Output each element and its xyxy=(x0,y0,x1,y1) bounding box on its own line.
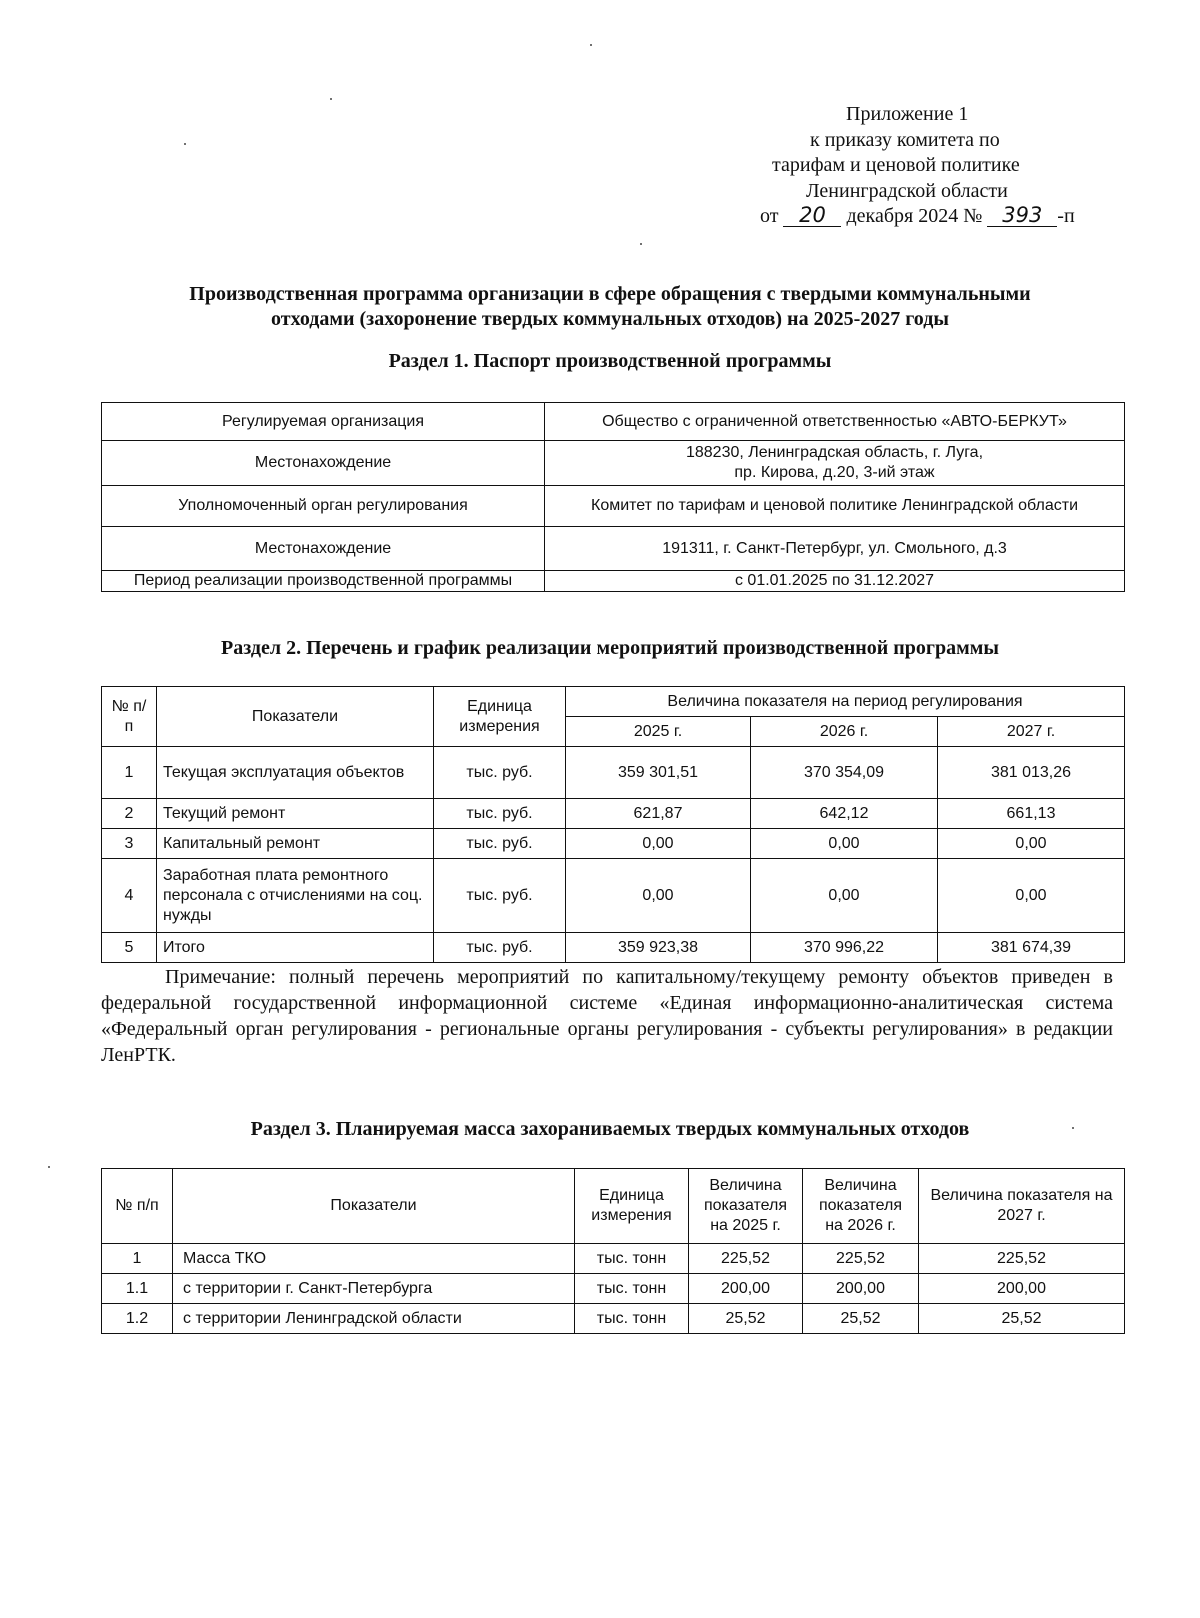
cell-2027: 381 674,39 xyxy=(938,933,1125,963)
appendix-date-line xyxy=(760,204,1140,230)
cell-2026: 25,52 xyxy=(803,1304,919,1334)
cell-2026: 200,00 xyxy=(803,1274,919,1304)
cell-2026: 225,52 xyxy=(803,1244,919,1274)
table-row xyxy=(102,829,1125,859)
cell-2025: 200,00 xyxy=(689,1274,803,1304)
passport-value: 191311, г. Санкт-Петербург, ул. Смольного, д.3 xyxy=(545,527,1125,571)
cell-2027: 381 013,26 xyxy=(938,747,1125,799)
cell-2025: 359 301,51 xyxy=(566,747,751,799)
section2-title: Раздел 2. Перечень и график реализации мероприятий производственной программы xyxy=(221,637,999,659)
cell-2026: 0,00 xyxy=(751,859,938,933)
cell-indicator: Итого xyxy=(157,933,434,963)
passport-label: Уполномоченный орган регулирования xyxy=(102,486,545,527)
appendix-header xyxy=(760,102,1140,230)
cell-2025: 621,87 xyxy=(566,799,751,829)
cell-unit: тыс. тонн xyxy=(575,1304,689,1334)
appendix-line-1: Приложение 1 xyxy=(846,103,969,125)
cell-num: 4 xyxy=(102,859,157,933)
col-header-unit: Единица измерения xyxy=(575,1169,689,1244)
passport-value: Общество с ограниченной ответственностью «АВТО-БЕРКУТ» xyxy=(545,403,1125,441)
cell-2025: 0,00 xyxy=(566,829,751,859)
table-row xyxy=(102,1304,1125,1334)
col-header-2025: 2025 г. xyxy=(566,717,751,747)
passport-label: Регулируемая организация xyxy=(102,403,545,441)
section1-title: Раздел 1. Паспорт производственной программы xyxy=(388,350,832,372)
cell-2027: 200,00 xyxy=(919,1274,1125,1304)
cell-2025: 0,00 xyxy=(566,859,751,933)
col-header-2027: 2027 г. xyxy=(938,717,1125,747)
passport-label: Местонахождение xyxy=(102,441,545,486)
cell-2026: 370 996,22 xyxy=(751,933,938,963)
cell-num: 1.1 xyxy=(102,1274,173,1304)
passport-table xyxy=(101,402,1125,592)
date-middle: декабря 2024 № xyxy=(846,205,983,227)
address-line-1: 188230, Ленинградская область, г. Луга, xyxy=(685,444,984,461)
document-title xyxy=(70,282,1150,332)
cell-unit: тыс. руб. xyxy=(434,933,566,963)
cell-num: 5 xyxy=(102,933,157,963)
cell-unit: тыс. тонн xyxy=(575,1244,689,1274)
table-row xyxy=(102,799,1125,829)
table-row xyxy=(102,441,1125,486)
address-line-2: пр. Кирова, д.20, 3-ий этаж xyxy=(734,464,935,481)
cell-num: 1.2 xyxy=(102,1304,173,1334)
handwritten-number: 393 xyxy=(987,205,1057,227)
col-header-num: № п/п xyxy=(102,687,157,747)
table-header-row xyxy=(102,687,1125,717)
section3-title: Раздел 3. Планируемая масса захораниваемых твердых коммунальных отходов xyxy=(250,1118,970,1140)
cell-indicator: Текущий ремонт xyxy=(157,799,434,829)
appendix-line-3: тарифам и ценовой политике xyxy=(772,154,1020,176)
cell-indicator: Текущая эксплуатация объектов xyxy=(157,747,434,799)
scan-speck xyxy=(640,243,642,245)
passport-value: Комитет по тарифам и ценовой политике Ленинградской области xyxy=(545,486,1125,527)
passport-label: Период реализации производственной программы xyxy=(102,571,545,592)
cell-unit: тыс. руб. xyxy=(434,747,566,799)
cell-2026: 642,12 xyxy=(751,799,938,829)
document-title-line-2: отходами (захоронение твердых коммунальных отходов) на 2025-2027 годы xyxy=(271,308,949,330)
appendix-line-2: к приказу комитета по xyxy=(810,128,1000,151)
waste-mass-table xyxy=(101,1168,1125,1334)
document-title-line-1: Производственная программа организации в сфере обращения с твердыми коммунальными xyxy=(189,283,1031,305)
table-header-row xyxy=(102,1169,1125,1244)
scan-speck xyxy=(1072,1127,1074,1129)
table-row xyxy=(102,1274,1125,1304)
cell-unit: тыс. руб. xyxy=(434,799,566,829)
cell-2027: 0,00 xyxy=(938,859,1125,933)
cell-num: 2 xyxy=(102,799,157,829)
cell-2027: 661,13 xyxy=(938,799,1125,829)
col-header-2026: 2026 г. xyxy=(751,717,938,747)
cell-2025: 359 923,38 xyxy=(566,933,751,963)
section2-note: Примечание: полный перечень мероприятий по капитальному/текущему ремонту объектов приведен в федеральной государственной информационной системе «Единая информационно-аналитическая система «Федеральный орган регулирования - региональные органы регулирования - субъекты регулирования» в редакции ЛенРТК. xyxy=(101,966,1113,1066)
passport-label: Местонахождение xyxy=(102,527,545,571)
col-header-2027: Величина показателя на 2027 г. xyxy=(919,1169,1125,1244)
cell-2026: 0,00 xyxy=(751,829,938,859)
cell-indicator: Капитальный ремонт xyxy=(157,829,434,859)
table-row xyxy=(102,486,1125,527)
cell-indicator: Масса ТКО xyxy=(173,1244,575,1274)
cell-2027: 0,00 xyxy=(938,829,1125,859)
cell-num: 1 xyxy=(102,1244,173,1274)
cell-indicator: с территории г. Санкт-Петербурга xyxy=(173,1274,575,1304)
cell-2025: 25,52 xyxy=(689,1304,803,1334)
table-row xyxy=(102,1244,1125,1274)
cell-num: 3 xyxy=(102,829,157,859)
passport-value xyxy=(545,441,1125,486)
col-header-2025: Величина показателя на 2025 г. xyxy=(689,1169,803,1244)
cell-2026: 370 354,09 xyxy=(751,747,938,799)
table-row xyxy=(102,403,1125,441)
cell-2027: 225,52 xyxy=(919,1244,1125,1274)
appendix-line-4: Ленинградской области xyxy=(806,179,1008,202)
cell-2027: 25,52 xyxy=(919,1304,1125,1334)
table-row xyxy=(102,933,1125,963)
measures-table xyxy=(101,686,1125,963)
col-header-num: № п/п xyxy=(102,1169,173,1244)
cell-indicator: с территории Ленинградской области xyxy=(173,1304,575,1334)
col-header-indicators: Показатели xyxy=(173,1169,575,1244)
cell-indicator: Заработная плата ремонтного персонала с отчислениями на соц. нужды xyxy=(157,859,434,933)
col-header-unit: Единица измерения xyxy=(434,687,566,747)
date-prefix: от xyxy=(760,205,779,227)
date-suffix: -п xyxy=(1057,205,1075,227)
passport-value: с 01.01.2025 по 31.12.2027 xyxy=(545,571,1125,592)
cell-unit: тыс. руб. xyxy=(434,829,566,859)
col-header-2026: Величина показателя на 2026 г. xyxy=(803,1169,919,1244)
scan-speck xyxy=(184,143,186,145)
table-row xyxy=(102,859,1125,933)
scan-speck xyxy=(48,1166,50,1168)
scan-speck xyxy=(330,98,332,100)
table-row xyxy=(102,571,1125,592)
cell-unit: тыс. тонн xyxy=(575,1274,689,1304)
cell-2025: 225,52 xyxy=(689,1244,803,1274)
table-row xyxy=(102,527,1125,571)
table-row xyxy=(102,747,1125,799)
cell-num: 1 xyxy=(102,747,157,799)
col-header-indicators: Показатели xyxy=(157,687,434,747)
scan-speck xyxy=(590,44,592,46)
handwritten-day: 20 xyxy=(783,205,841,227)
col-header-period: Величина показателя на период регулирования xyxy=(566,687,1125,717)
cell-unit: тыс. руб. xyxy=(434,859,566,933)
